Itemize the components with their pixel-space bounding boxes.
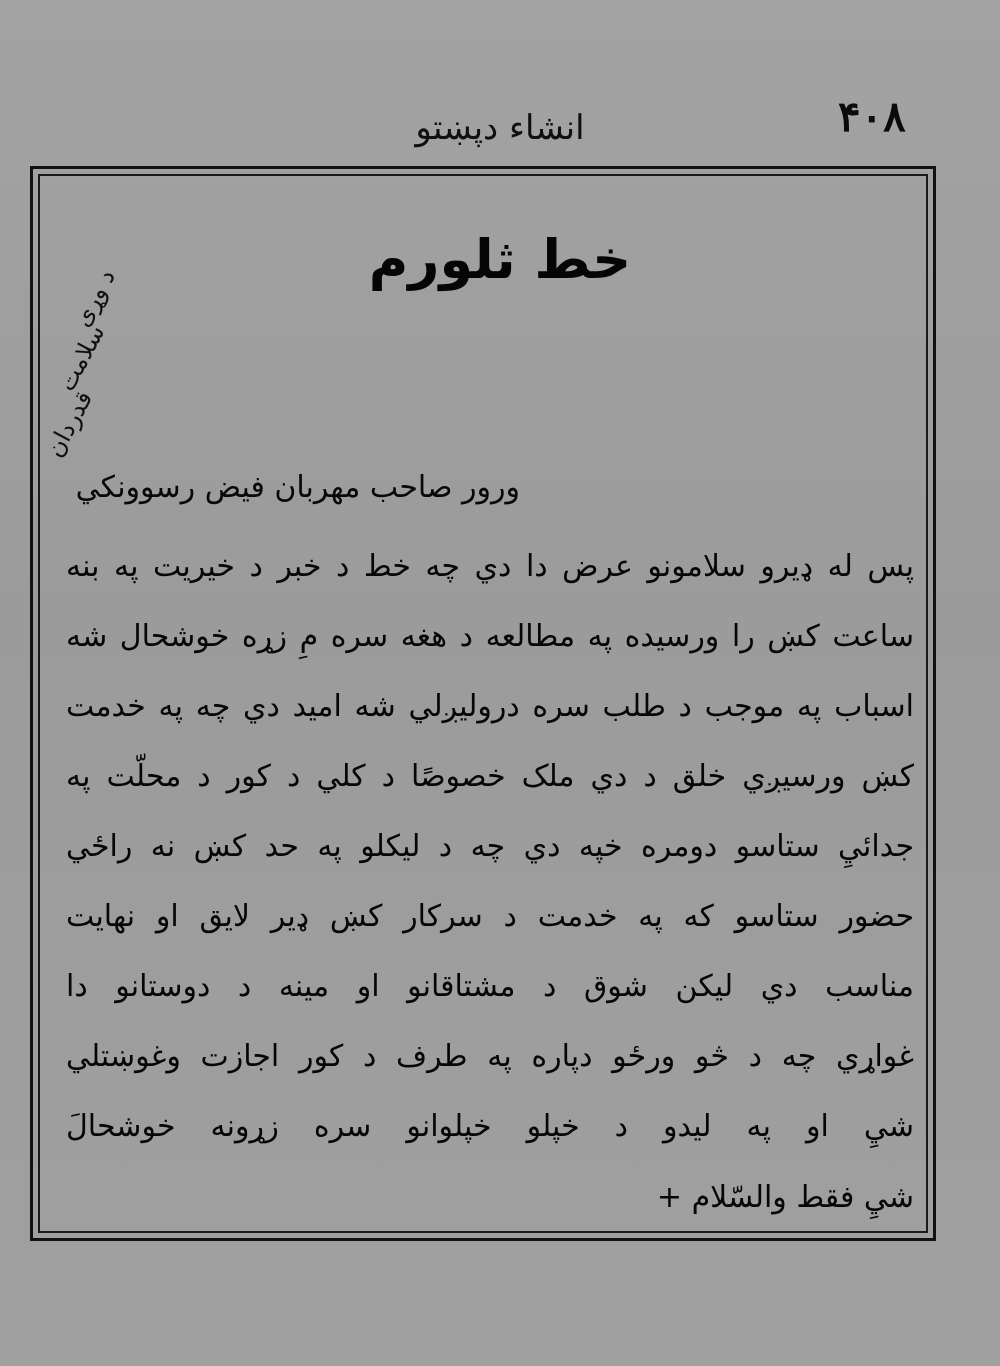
body-line: شيِ او په لیدو د خپلو خپلوانو سره زړونه خوشحالَ: [66, 1109, 914, 1144]
margin-notes: [28, 262, 138, 462]
letter-title: خط ثلورم: [368, 228, 632, 291]
margin-note: قدردان: [40, 386, 99, 462]
body-line: حضور ستاسو که په خدمت د سرکار کښ ډیر لایق او نهایت: [66, 899, 914, 934]
body-line: غواړي چه د څو ورځو دپاره په طرف د کور اجازت وغوښتلي: [66, 1039, 914, 1074]
body-line: اسباب په موجب د طلب سره دروليږلي شه امید دي چه په خدمت: [66, 689, 914, 724]
page-number: ۴۰۸: [838, 92, 906, 141]
body-line: جدائيِ ستاسو دومره خپه دي چه د لیکلو په حد کښ نه راځي: [66, 829, 914, 864]
margin-note: د وړی: [67, 264, 121, 332]
body-line: ساعت کښ را ورسیده په مطالعه د هغه سره مِ زړه خوشحال شه: [66, 619, 914, 654]
salutation: ورور صاحب مهربان فیض رسوونکي: [75, 470, 520, 505]
running-title: انشاء دپښتو: [415, 108, 585, 148]
letter-body: [66, 532, 914, 1162]
body-line: مناسب دي لیکن شوق د مشتاقانو او مینه د دوستانو دا: [66, 969, 914, 1004]
closing-line: شيِ فقط والسّلام +: [656, 1180, 914, 1215]
body-line: کښ ورسیږي خلق د دي ملک خصوصًا د کلي د کور د محلّت په: [66, 759, 914, 794]
margin-note: سلامت: [52, 320, 111, 396]
body-line: پس له ډیرو سلامونو عرض دا دي چه خط د خبر د خیریت په بنه: [66, 549, 914, 584]
